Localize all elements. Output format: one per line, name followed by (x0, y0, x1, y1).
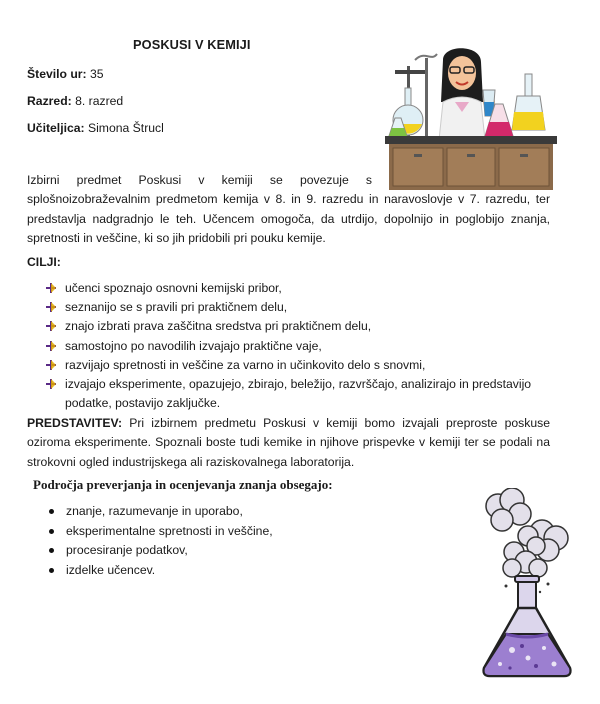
list-item (49, 522, 273, 542)
bullet-icon (49, 548, 54, 553)
assessment-text: izdelke učencev. (66, 562, 156, 577)
list-item (45, 337, 555, 356)
arrow-bullet-icon (45, 378, 57, 390)
arrow-bullet-icon (45, 282, 57, 294)
goal-text: učenci spoznajo osnovni kemijski pribor, (65, 281, 282, 295)
goal-text: razvijajo spretnosti in veščine za varno in učinkovito delo s snovmi, (65, 357, 426, 372)
presentation-label: PREDSTAVITEV: (27, 416, 123, 430)
list-item (45, 317, 555, 336)
grade-value: 8. razred (71, 94, 124, 108)
hours-line (27, 67, 104, 81)
assessment-text: eksperimentalne spretnosti in veščine, (66, 523, 273, 538)
list-item (49, 541, 273, 561)
grade-line (27, 94, 123, 108)
goal-text: samostojno po navodilih izvajajo praktične vaje, (65, 338, 322, 353)
goal-text: znajo izbrati prava zaščitna sredstva pri praktičnem delu, (65, 319, 372, 334)
arrow-bullet-icon (45, 320, 57, 332)
assessment-heading: Področja preverjanja in ocenjevanja znanja obsegajo: (33, 477, 333, 492)
intro-rest: splošnoizobraževalnim predmetom kemija v 8. in 9. razredu in naravoslovje v 7. razredu, ter predstavlja nadgradnjo le teh. Učencem omogoča, da utrdijo, dopolnijo in poglobijo znanja, spretnosti in veščine, ki so jih pridobili pri pouku kemije. (27, 192, 550, 246)
goals-heading: CILJI: (27, 255, 61, 269)
intro-paragraph (27, 171, 550, 249)
arrow-bullet-icon (45, 340, 57, 352)
arrow-bullet-icon (45, 359, 57, 371)
list-item (49, 561, 273, 581)
arrow-bullet-icon (45, 301, 57, 313)
intro-first-line: Izbirni predmet Poskusi v kemiji se povezuje s (27, 173, 372, 187)
list-item (45, 356, 555, 375)
goal-text: seznanijo se s pravili pri praktičnem delu, (65, 300, 288, 315)
presentation-text: Pri izbirnem predmetu Poskusi v kemiji bomo izvajali preproste poskuse oziroma eksperimente. Spoznali boste tudi kemike in njihove prispevke v kemiji ter se podali na strokovni ogled industrijskega ali raziskovalnega laboratorija. (27, 416, 550, 469)
teacher-line (27, 121, 164, 135)
bullet-icon (49, 568, 54, 573)
goals-list (45, 279, 555, 413)
page-title: POSKUSI V KEMIJI (133, 37, 251, 52)
flask-smoke-illustration (470, 488, 580, 682)
lab-teacher-illustration (385, 40, 557, 192)
hours-value: 35 (86, 67, 104, 81)
list-item (45, 375, 555, 413)
assessment-text: procesiranje podatkov, (66, 543, 188, 558)
assessment-text: znanje, razumevanje in uporabo, (66, 504, 243, 518)
presentation-paragraph (27, 414, 550, 472)
bullet-icon (49, 509, 54, 514)
list-item (45, 279, 555, 298)
bullet-icon (49, 529, 54, 534)
list-item (45, 298, 555, 317)
assessment-list (49, 502, 273, 580)
teacher-value: Simona Štrucl (84, 121, 164, 135)
list-item (49, 502, 273, 522)
hours-label: Število ur: (27, 67, 87, 81)
grade-label: Razred: (27, 94, 72, 108)
teacher-label: Učiteljica: (27, 121, 85, 135)
goal-text: izvajajo eksperimente, opazujejo, zbirajo, beležijo, razvrščajo, analizirajo in predstavijo podatke, postavijo zaključke. (65, 377, 532, 411)
